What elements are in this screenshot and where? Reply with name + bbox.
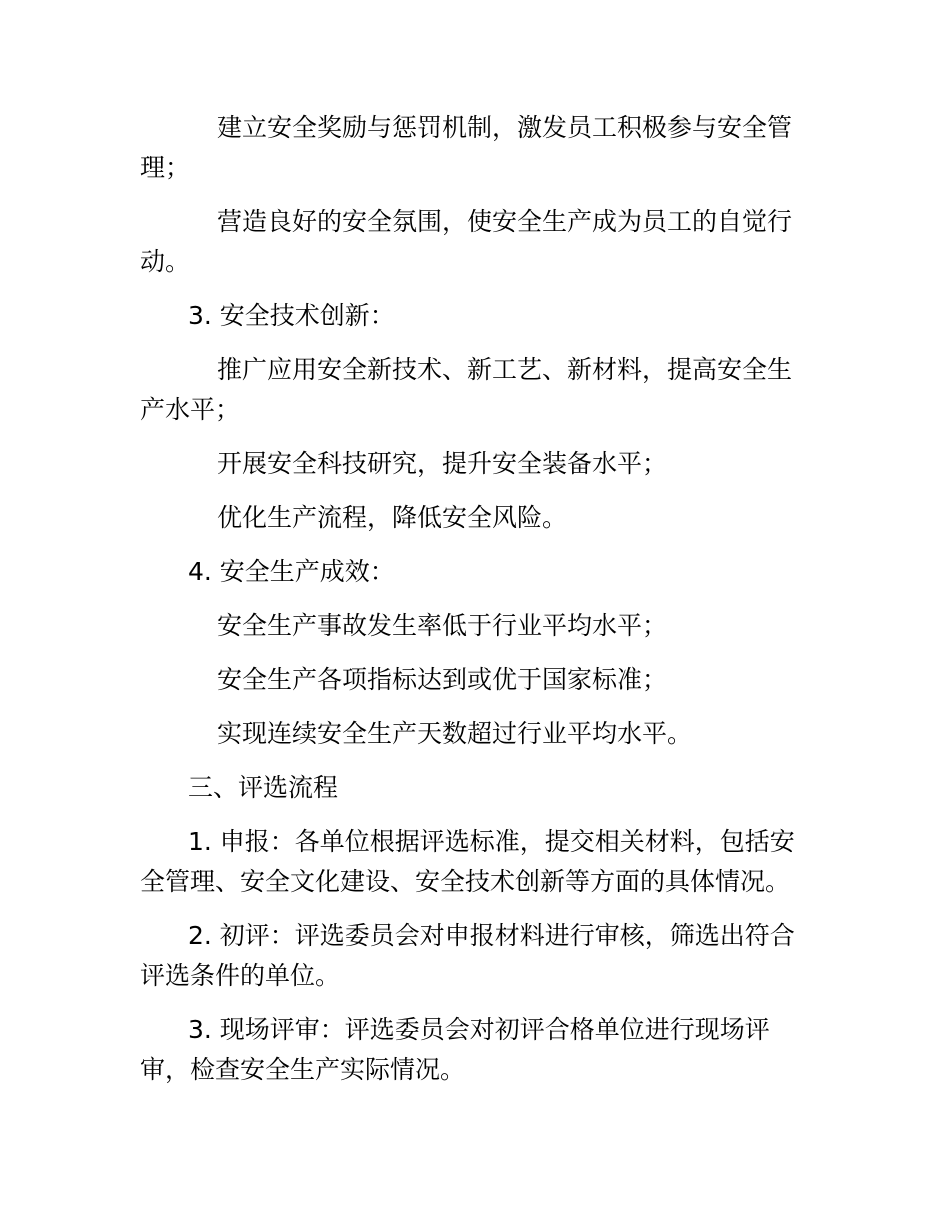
paragraph-reward-mechanism: 建立安全奖励与惩罚机制，激发员工积极参与安全管理； <box>140 113 793 182</box>
document-page <box>140 108 812 1104</box>
paragraph-new-technology: 推广应用安全新技术、新工艺、新材料，提高安全生产水平； <box>140 355 793 424</box>
paragraph-safety-atmosphere: 营造良好的安全氛围，使安全生产成为员工的自觉行动。 <box>140 207 793 276</box>
section-heading-selection-process: 三、评选流程 <box>188 773 339 802</box>
paragraph-onsite-review: 3. 现场评审：评选委员会对初评合格单位进行现场评审，检查安全生产实际情况。 <box>140 1015 770 1084</box>
paragraph-preliminary-review: 2. 初评：评选委员会对申报材料进行审核，筛选出符合评选条件的单位。 <box>140 921 795 990</box>
paragraph-tech-research: 开展安全科技研究，提升安全装备水平； <box>217 449 668 478</box>
paragraph-safe-days: 实现连续安全生产天数超过行业平均水平。 <box>217 719 693 748</box>
paragraph-accident-rate: 安全生产事故发生率低于行业平均水平； <box>217 611 668 640</box>
section-heading-tech-innovation: 3. 安全技术创新： <box>188 301 395 330</box>
paragraph-indicators: 安全生产各项指标达到或优于国家标准； <box>217 665 668 694</box>
section-heading-production-results: 4. 安全生产成效： <box>188 557 395 586</box>
paragraph-optimize-process: 优化生产流程，降低安全风险。 <box>217 503 568 532</box>
paragraph-application: 1. 申报：各单位根据评选标准，提交相关材料，包括安全管理、安全文化建设、安全技术创新等方面的具体情况。 <box>140 827 795 896</box>
